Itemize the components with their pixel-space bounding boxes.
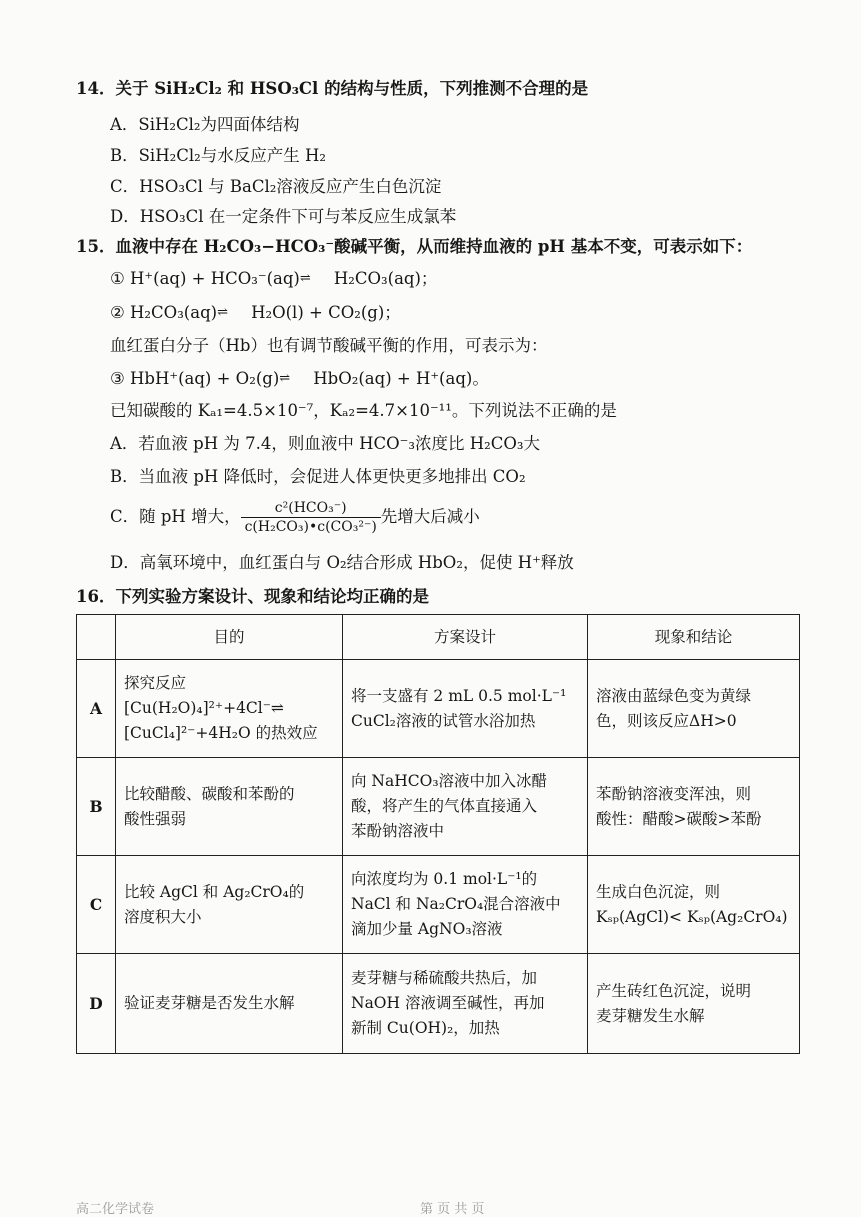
q14-option-a: A．SiH₂Cl₂为四面体结构	[110, 115, 300, 134]
cell-line: NaCl 和 Na₂CrO₄混合溶液中	[351, 895, 561, 913]
cell-line: 滴加少量 AgNO₃溶液	[351, 920, 503, 938]
equilibrium-arrow-icon: ⇌	[279, 371, 289, 386]
table-header-row	[77, 615, 800, 660]
cell-line: 溶度积大小	[124, 907, 202, 926]
purpose-cell	[116, 758, 343, 856]
q14-option-b: B．SiH₂Cl₂与水反应产生 H₂	[110, 146, 326, 165]
experiment-table	[76, 614, 800, 1054]
result-cell	[588, 856, 800, 954]
q15-ka-text: 已知碳酸的 Kₐ₁=4.5×10⁻⁷，Kₐ₂=4.7×10⁻¹¹。下列说法不正确的是	[110, 401, 617, 420]
design-cell	[343, 856, 588, 954]
cell-line: 酸性强弱	[124, 809, 187, 828]
q15-c-suffix: 先增大后减小	[380, 507, 480, 526]
purpose-cell	[116, 856, 343, 954]
header-empty	[77, 615, 116, 660]
q14-stem: 14．关于 SiH₂Cl₂ 和 HSO₃Cl 的结构与性质，下列推测不合理的是	[76, 79, 589, 98]
cell-line: 产生砖红色沉淀，说明	[596, 981, 752, 1000]
header-design: 方案设计	[343, 615, 588, 660]
eq3-left: ③ HbH⁺(aq) + O₂(g)	[110, 369, 280, 388]
table-row	[77, 856, 800, 954]
q15-option-a: A．若血液 pH 为 7.4，则血液中 HCO⁻₃浓度比 H₂CO₃大	[110, 434, 540, 453]
cell-line: Kₛₚ(AgCl)< Kₛₚ(Ag₂CrO₄)	[596, 907, 788, 926]
row-tag: D	[77, 954, 116, 1054]
cell-line: 向 NaHCO₃溶液中加入冰醋	[351, 772, 548, 790]
cell-line: 向浓度均为 0.1 mol·L⁻¹的	[351, 870, 538, 888]
row-tag: A	[77, 660, 116, 758]
cell-line: 探究反应	[124, 674, 187, 692]
cell-line: 生成白色沉淀，则	[596, 882, 721, 901]
q15-equation-2	[110, 302, 401, 326]
q16-stem: 16．下列实验方案设计、现象和结论均正确的是	[76, 587, 429, 606]
q15-option-c	[110, 495, 480, 539]
table-row	[77, 758, 800, 856]
eq1-left: ① H⁺(aq) + HCO₃⁻(aq)	[110, 269, 300, 288]
eq1-right: H₂CO₃(aq)；	[333, 269, 438, 288]
cell-line: 苯酚钠溶液变浑浊，则	[596, 784, 752, 803]
q15-hb-text: 血红蛋白分子（Hb）也有调节酸碱平衡的作用，可表示为：	[110, 336, 548, 355]
table-row	[77, 954, 800, 1054]
cell-line: 溶液由蓝绿色变为黄绿	[596, 686, 752, 705]
q15-option-d: D．高氧环境中，血红蛋白与 O₂结合形成 HbO₂，促使 H⁺释放	[110, 553, 574, 572]
q15-option-b: B．当血液 pH 降低时，会促进人体更快更多地排出 CO₂	[110, 467, 526, 486]
equilibrium-arrow-icon: ⇌	[217, 305, 226, 320]
fraction-denominator: c(H₂CO₃)•c(CO₃²⁻)	[241, 517, 381, 536]
row-tag: C	[77, 856, 116, 954]
cell-line: 麦芽糖发生水解	[596, 1006, 705, 1025]
cell-line: 验证麦芽糖是否发生水解	[124, 994, 295, 1012]
row-tag: B	[77, 758, 116, 856]
footer-left: 高二化学试卷	[76, 1202, 155, 1217]
cell-line: 酸，将产生的气体直接通入	[351, 797, 538, 815]
cell-line: 酸性：醋酸>碳酸>苯酚	[596, 809, 762, 828]
result-cell	[588, 660, 800, 758]
q15-c-prefix: C．随 pH 增大，	[110, 507, 241, 526]
footer-page: 第 页 共 页	[420, 1202, 485, 1217]
q15-equation-3	[110, 368, 489, 392]
design-cell	[343, 660, 588, 758]
cell-line: 色，则该反应ΔH>0	[596, 711, 737, 730]
cell-line: 比较 AgCl 和 Ag₂CrO₄的	[124, 882, 305, 901]
eq2-right: H₂O(l) + CO₂(g)；	[251, 303, 401, 322]
cell-line: 比较醋酸、碳酸和苯酚的	[124, 784, 295, 803]
result-cell	[588, 954, 800, 1054]
eq3-right: HbO₂(aq) + H⁺(aq)。	[313, 369, 489, 388]
cell-line: [CuCl₄]²⁻+4H₂O 的热效应	[124, 724, 318, 742]
q15-c-fraction	[241, 499, 381, 536]
purpose-cell	[116, 660, 343, 758]
table-row	[77, 660, 800, 758]
q14-option-c: C．HSO₃Cl 与 BaCl₂溶液反应产生白色沉淀	[110, 177, 442, 196]
cell-line: 苯酚钠溶液中	[351, 822, 445, 840]
design-cell	[343, 758, 588, 856]
equilibrium-arrow-icon: ⇌	[299, 271, 309, 286]
cell-line: 麦芽糖与稀硫酸共热后，加	[351, 969, 538, 987]
cell-line: 将一支盛有 2 mL 0.5 mol·L⁻¹	[351, 686, 567, 705]
cell-line: [Cu(H₂O)₄]²⁺+4Cl⁻⇌	[124, 699, 284, 717]
eq2-left: ② H₂CO₃(aq)	[110, 303, 218, 322]
q15-stem: 15．血液中存在 H₂CO₃−HCO₃⁻酸碱平衡，从而维持血液的 pH 基本不变，可表示如下：	[76, 237, 753, 256]
cell-line: 新制 Cu(OH)₂，加热	[351, 1019, 500, 1037]
purpose-cell	[116, 954, 343, 1054]
cell-line: CuCl₂溶液的试管水浴加热	[351, 711, 536, 730]
header-purpose: 目的	[116, 615, 343, 660]
design-cell	[343, 954, 588, 1054]
q15-equation-1	[110, 268, 437, 292]
header-result: 现象和结论	[588, 615, 800, 660]
result-cell	[588, 758, 800, 856]
fraction-numerator: c²(HCO₃⁻)	[274, 499, 347, 516]
cell-line: NaOH 溶液调至碱性，再加	[351, 994, 545, 1012]
q14-option-d: D．HSO₃Cl 在一定条件下可与苯反应生成氯苯	[110, 207, 457, 226]
